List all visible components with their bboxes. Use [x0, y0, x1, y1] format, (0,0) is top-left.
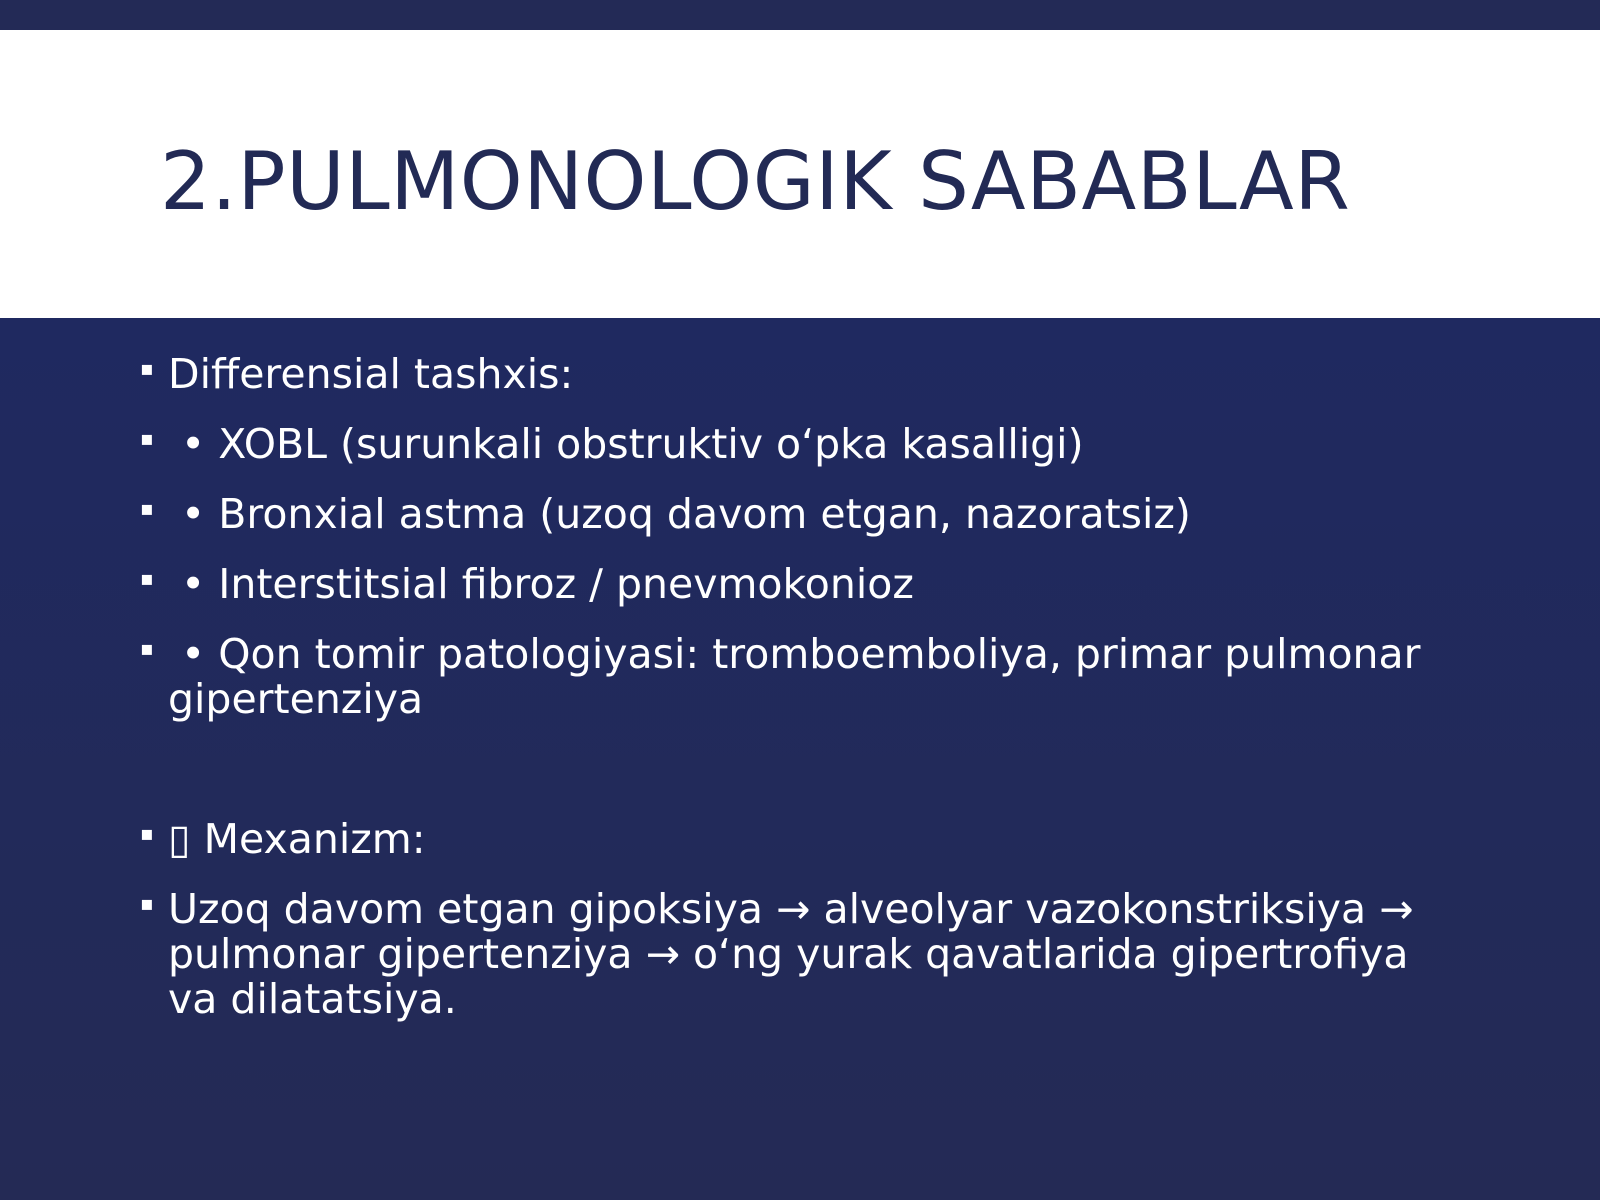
square-bullet-icon: ▪: [140, 496, 154, 520]
list-item: [140, 352, 1460, 397]
square-bullet-icon: ▪: [140, 356, 154, 380]
title-panel: [0, 30, 1600, 318]
list-item-text: Differensial tashxis:: [168, 350, 574, 398]
square-bullet-icon: ▪: [140, 426, 154, 450]
list-item-text: • XOBL (surunkali obstruktiv oʻpka kasalligi): [168, 420, 1084, 468]
list-item-text: Uzoq davom etgan gipoksiya → alveolyar vazokonstriksiya → pulmonar gipertenziya → oʻng yurak qavatlarida gipertrofiya va dilatatsiya.: [168, 885, 1414, 1023]
list-item: [140, 887, 1460, 1022]
list-item: [140, 492, 1460, 537]
list-item: [140, 422, 1460, 467]
list-item: [140, 632, 1460, 722]
list-item: [140, 562, 1460, 607]
list-item-text: • Interstitsial fibroz / pnevmokonioz: [168, 560, 914, 608]
square-bullet-icon: ▪: [140, 891, 154, 915]
slide-title: 2.PULMONOLOGIK SABABLAR: [160, 135, 1351, 228]
top-band: [0, 0, 1600, 30]
list-item: [140, 817, 1460, 862]
square-bullet-icon: ▪: [140, 566, 154, 590]
list-item-text: • Bronxial astma (uzoq davom etgan, nazoratsiz): [168, 490, 1191, 538]
square-bullet-icon: ▪: [140, 636, 154, 660]
bullet-list: [140, 352, 1460, 1047]
list-item-text: • Qon tomir patologiyasi: tromboemboliya, primar pulmonar gipertenziya: [168, 630, 1434, 723]
list-item-text: ▯ Mexanizm:: [168, 815, 426, 863]
square-bullet-icon: ▪: [140, 821, 154, 845]
